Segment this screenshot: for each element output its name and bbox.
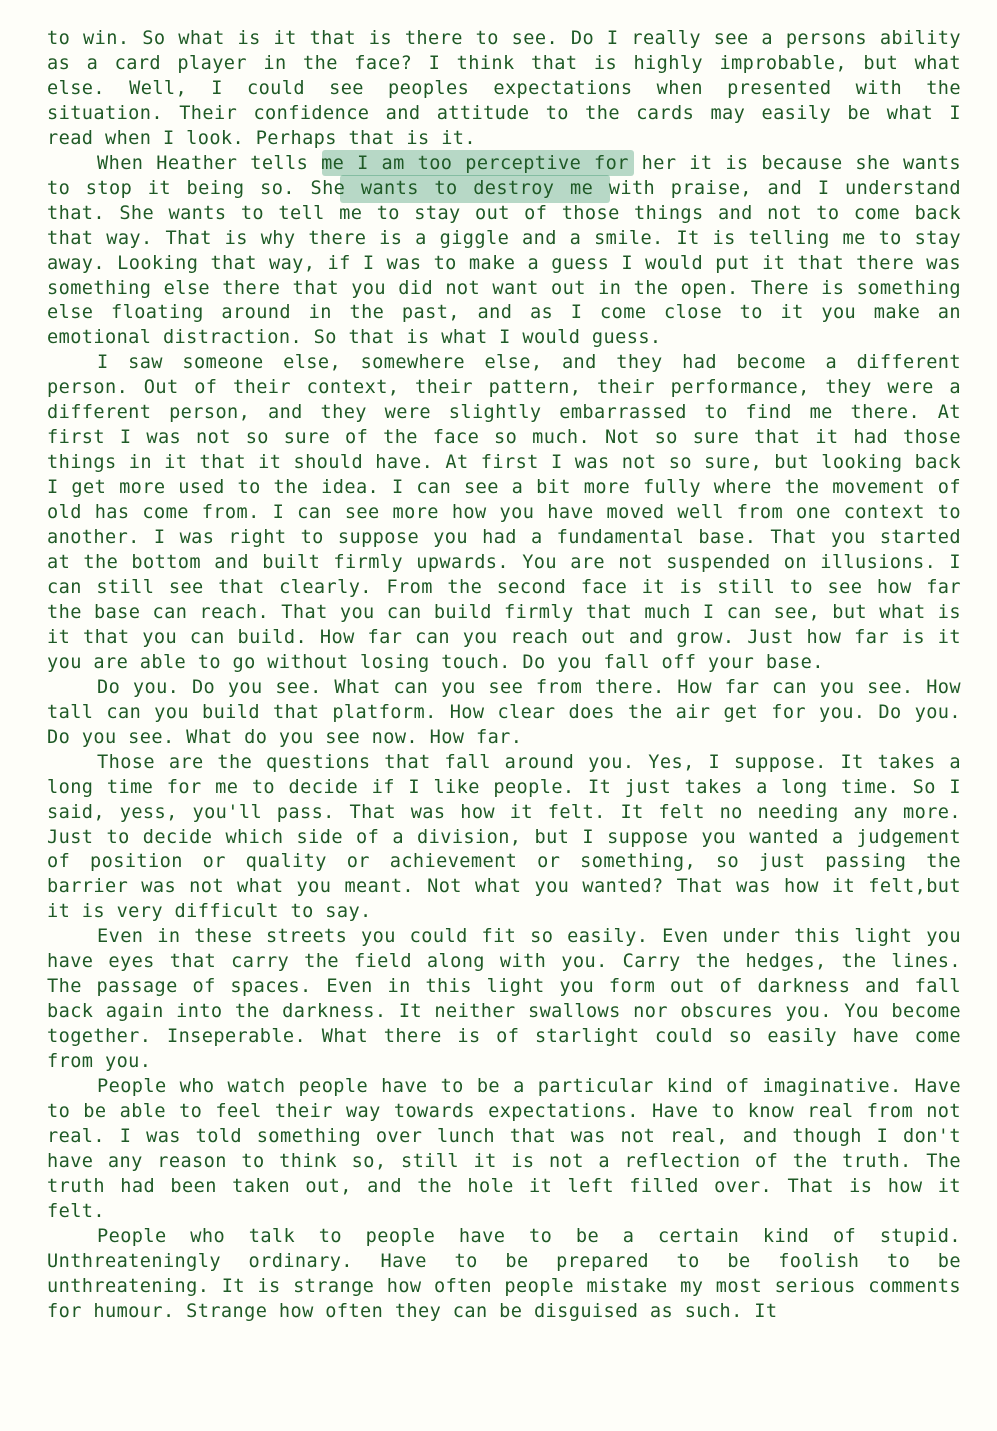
paragraph: Even in these streets you could fit so easily. Even under this light you have eyes that carry the field along with you. Carry the hedges, the lines. The passage of spaces. Even in this light you form out of darkness and fall back again into the darkness. It neither swallows nor obscures you. You become together. Inseperable. What there is of starlight could so easily have come from you. (47, 926, 961, 1073)
paragraph: to win. So what is it that is there to see. Do I really see a persons ability as a card player in the face? I think that is highly improbable, but what else. Well, I could see peoples expectations when presented with the situation. Their confidence and attitude to the cards may easily be what I read when I look. Perhaps that is it. (47, 28, 961, 149)
paragraph: When Heather tells me I am too perceptive for her it is because she wants to stop it being so. She wants to destroy me with praise, and I understand that. She wants to tell me to stay out of those things and not to come back that way. That is why there is a giggle and a smile. It is telling me to stay away. Looking that way, if I was to make a guess I would put it that there was something else there that you did not want out in the open. There is something else floating around in the past, and as I come close to it you make an emotional distraction. So that is what I would guess. (47, 152, 961, 349)
typed-text-body (47, 27, 961, 1325)
paragraph: People who watch people have to be a particular kind of imaginative. Have to be able to feel their way towards expectations. Have to know real from not real. I was told something over lunch that was not real, and though I don't have any reason to think so, still it is not a reflection of the truth. The truth had been taken out, and the hole it left filled over. That is how it felt. (47, 1076, 961, 1222)
paragraph: People who talk to people have to be a certain kind of stupid. Unthreateningly ordinary. Have to be prepared to be foolish to be unthreatening. It is strange how often people mistake my most serious comments for humour. Strange how often they can be disguised as such. It (47, 1225, 961, 1322)
paragraph: Do you. Do you see. What can you see from there. How far can you see. How tall can you build that platform. How clear does the air get for you. Do you. Do you see. What do you see now. How far. (47, 676, 961, 748)
paragraph: Those are the questions that fall around you. Yes, I suppose. It takes a long time for me to decide if I like people. It just takes a long time. So I said, yess, you'll pass. That was how it felt. It felt no needing any more. Just to decide which side of a division, but I suppose you wanted a judgement of position or quality or achievement or something, so just passing the barrier was not what you meant. Not what you wanted? That was how it felt,but it is very difficult to say. (47, 751, 961, 923)
paragraph: I saw someone else, somewhere else, and they had become a different person. Out of their context, their pattern, their performance, they were a different person, and they were slightly embarrassed to find me there. At first I was not so sure of the face so much. Not so sure that it had those things in it that it should have. At first I was not so sure, but looking back I get more used to the idea. I can see a bit more fully where the movement of old has come from. I can see more how you have moved well from one context to another. I was right to suppose you had a fundamental base. That you started at the bottom and built firmly upwards. You are not suspended on illusions. I can still see that clearly. From the second face it is still to see how far the base can reach. That you can build firmly that much I can see, but what is it that you can build. How far can you reach out and grow. Just how far is it you are able to go without losing touch. Do you fall off your base. (47, 352, 961, 673)
